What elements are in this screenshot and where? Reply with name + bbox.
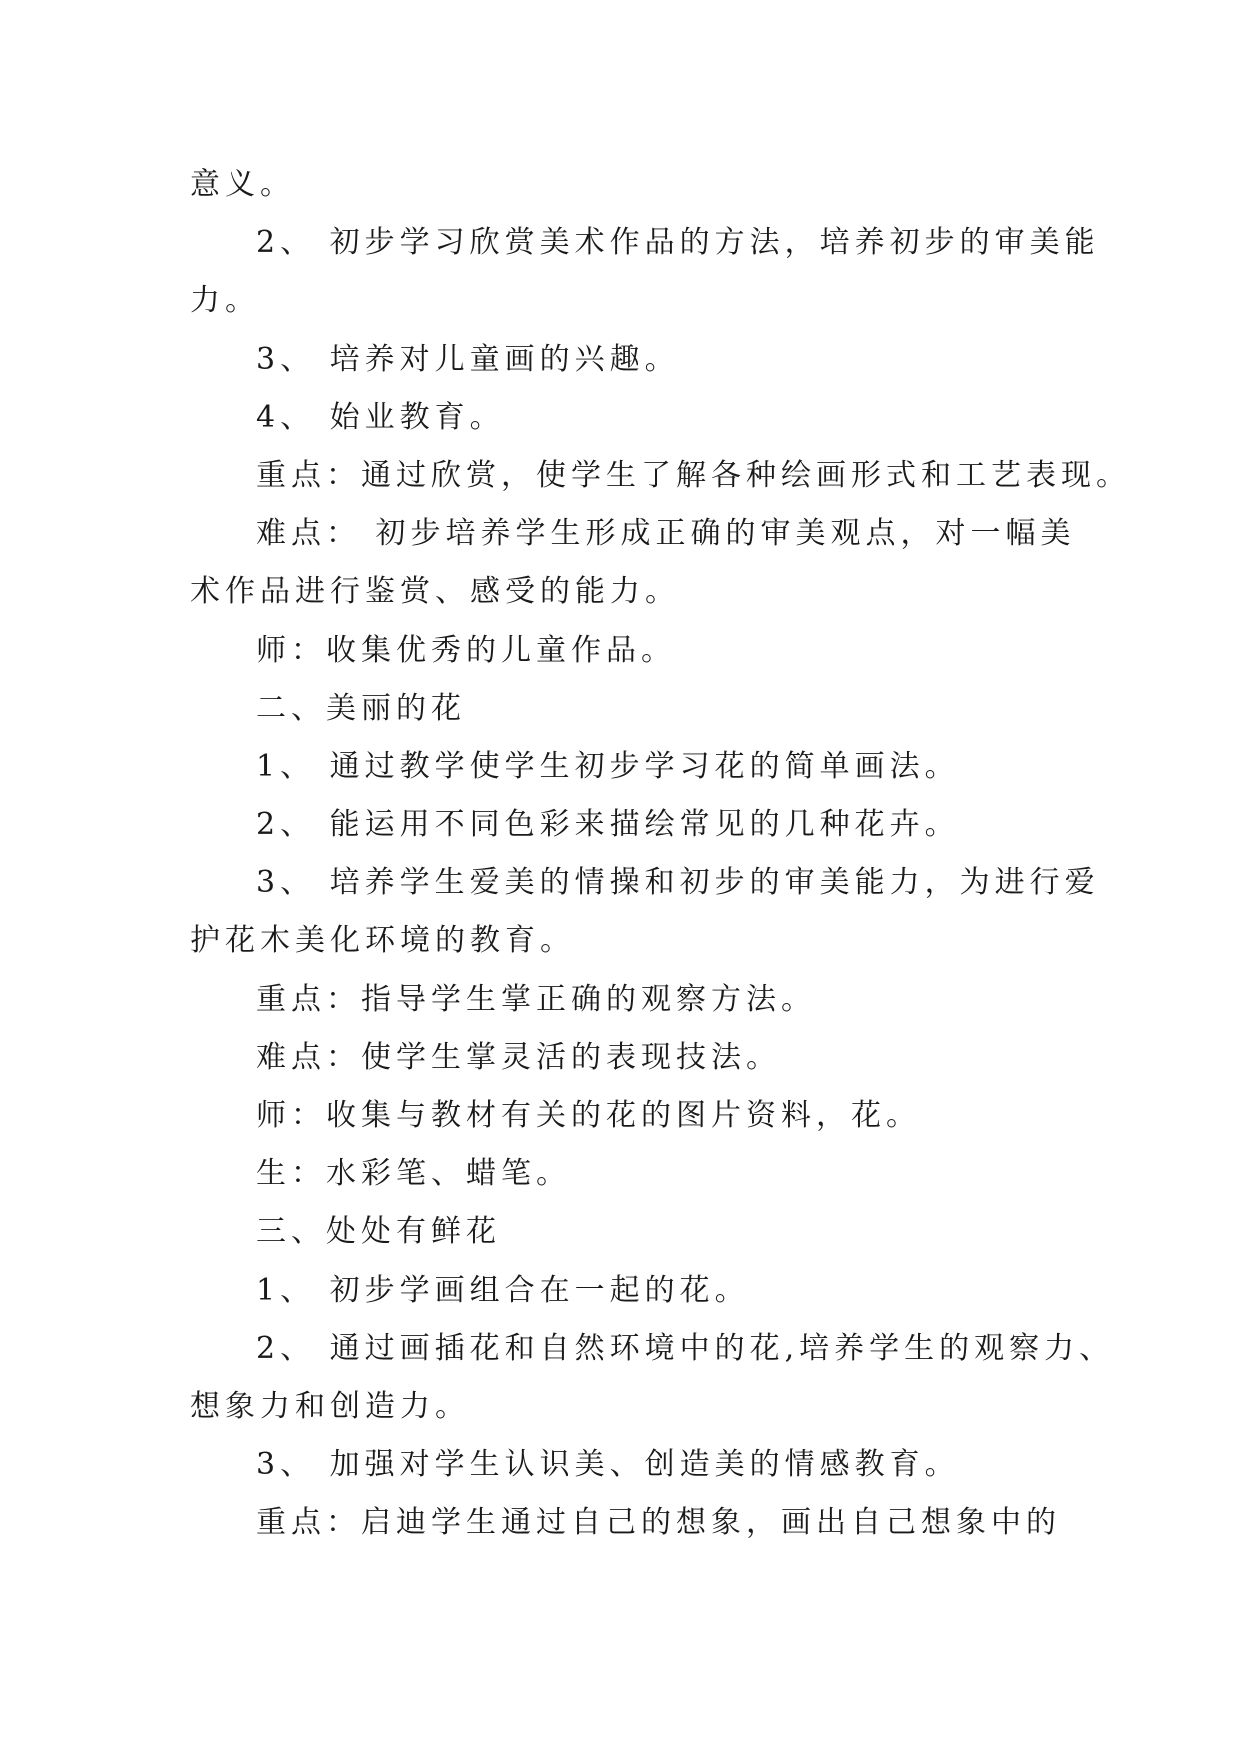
section-heading: 二、美丽的花 (256, 690, 466, 726)
text-line: 4、 始业教育。 (256, 399, 505, 435)
text-line: 2、 能运用不同色彩来描绘常见的几种花卉。 (256, 807, 960, 843)
text-line: 2、 通过画插花和自然环境中的花,培养学生的观察力、 (256, 1330, 1115, 1366)
text-line: 2、 初步学习欣赏美术作品的方法，培养初步的审美能 (256, 225, 1100, 261)
text-line: 生：水彩笔、蜡笔。 (256, 1156, 571, 1192)
document-body (190, 156, 1131, 1553)
text-line: 护花木美化环境的教育。 (190, 923, 575, 959)
text-line: 1、 初步学画组合在一起的花。 (256, 1272, 750, 1308)
text-line: 1、 通过教学使学生初步学习花的简单画法。 (256, 748, 960, 784)
text-line: 3、 培养对儿童画的兴趣。 (256, 341, 680, 377)
text-line: 难点：使学生掌灵活的表现技法。 (256, 1039, 781, 1075)
text-line: 意义。 (190, 167, 295, 202)
text-line: 重点：指导学生掌正确的观察方法。 (256, 981, 816, 1017)
text-line: 3、 培养学生爱美的情操和初步的审美能力，为进行爱 (256, 865, 1100, 901)
text-line: 难点： 初步培养学生形成正确的审美观点，对一幅美 (256, 516, 1076, 552)
text-line: 想象力和创造力。 (190, 1388, 470, 1424)
text-line: 师：收集与教材有关的花的图片资料，花。 (256, 1098, 921, 1133)
text-line: 3、 加强对学生认识美、创造美的情感教育。 (256, 1447, 960, 1483)
text-line: 术作品进行鉴赏、感受的能力。 (190, 574, 680, 610)
text-line: 师：收集优秀的儿童作品。 (256, 632, 676, 668)
text-line: 重点：启迪学生通过自己的想象，画出自己想象中的 (256, 1505, 1061, 1541)
text-line: 重点：通过欣赏，使学生了解各种绘画形式和工艺表现。 (256, 457, 1131, 493)
section-heading: 三、处处有鲜花 (256, 1214, 501, 1250)
text-line: 力。 (190, 283, 260, 319)
